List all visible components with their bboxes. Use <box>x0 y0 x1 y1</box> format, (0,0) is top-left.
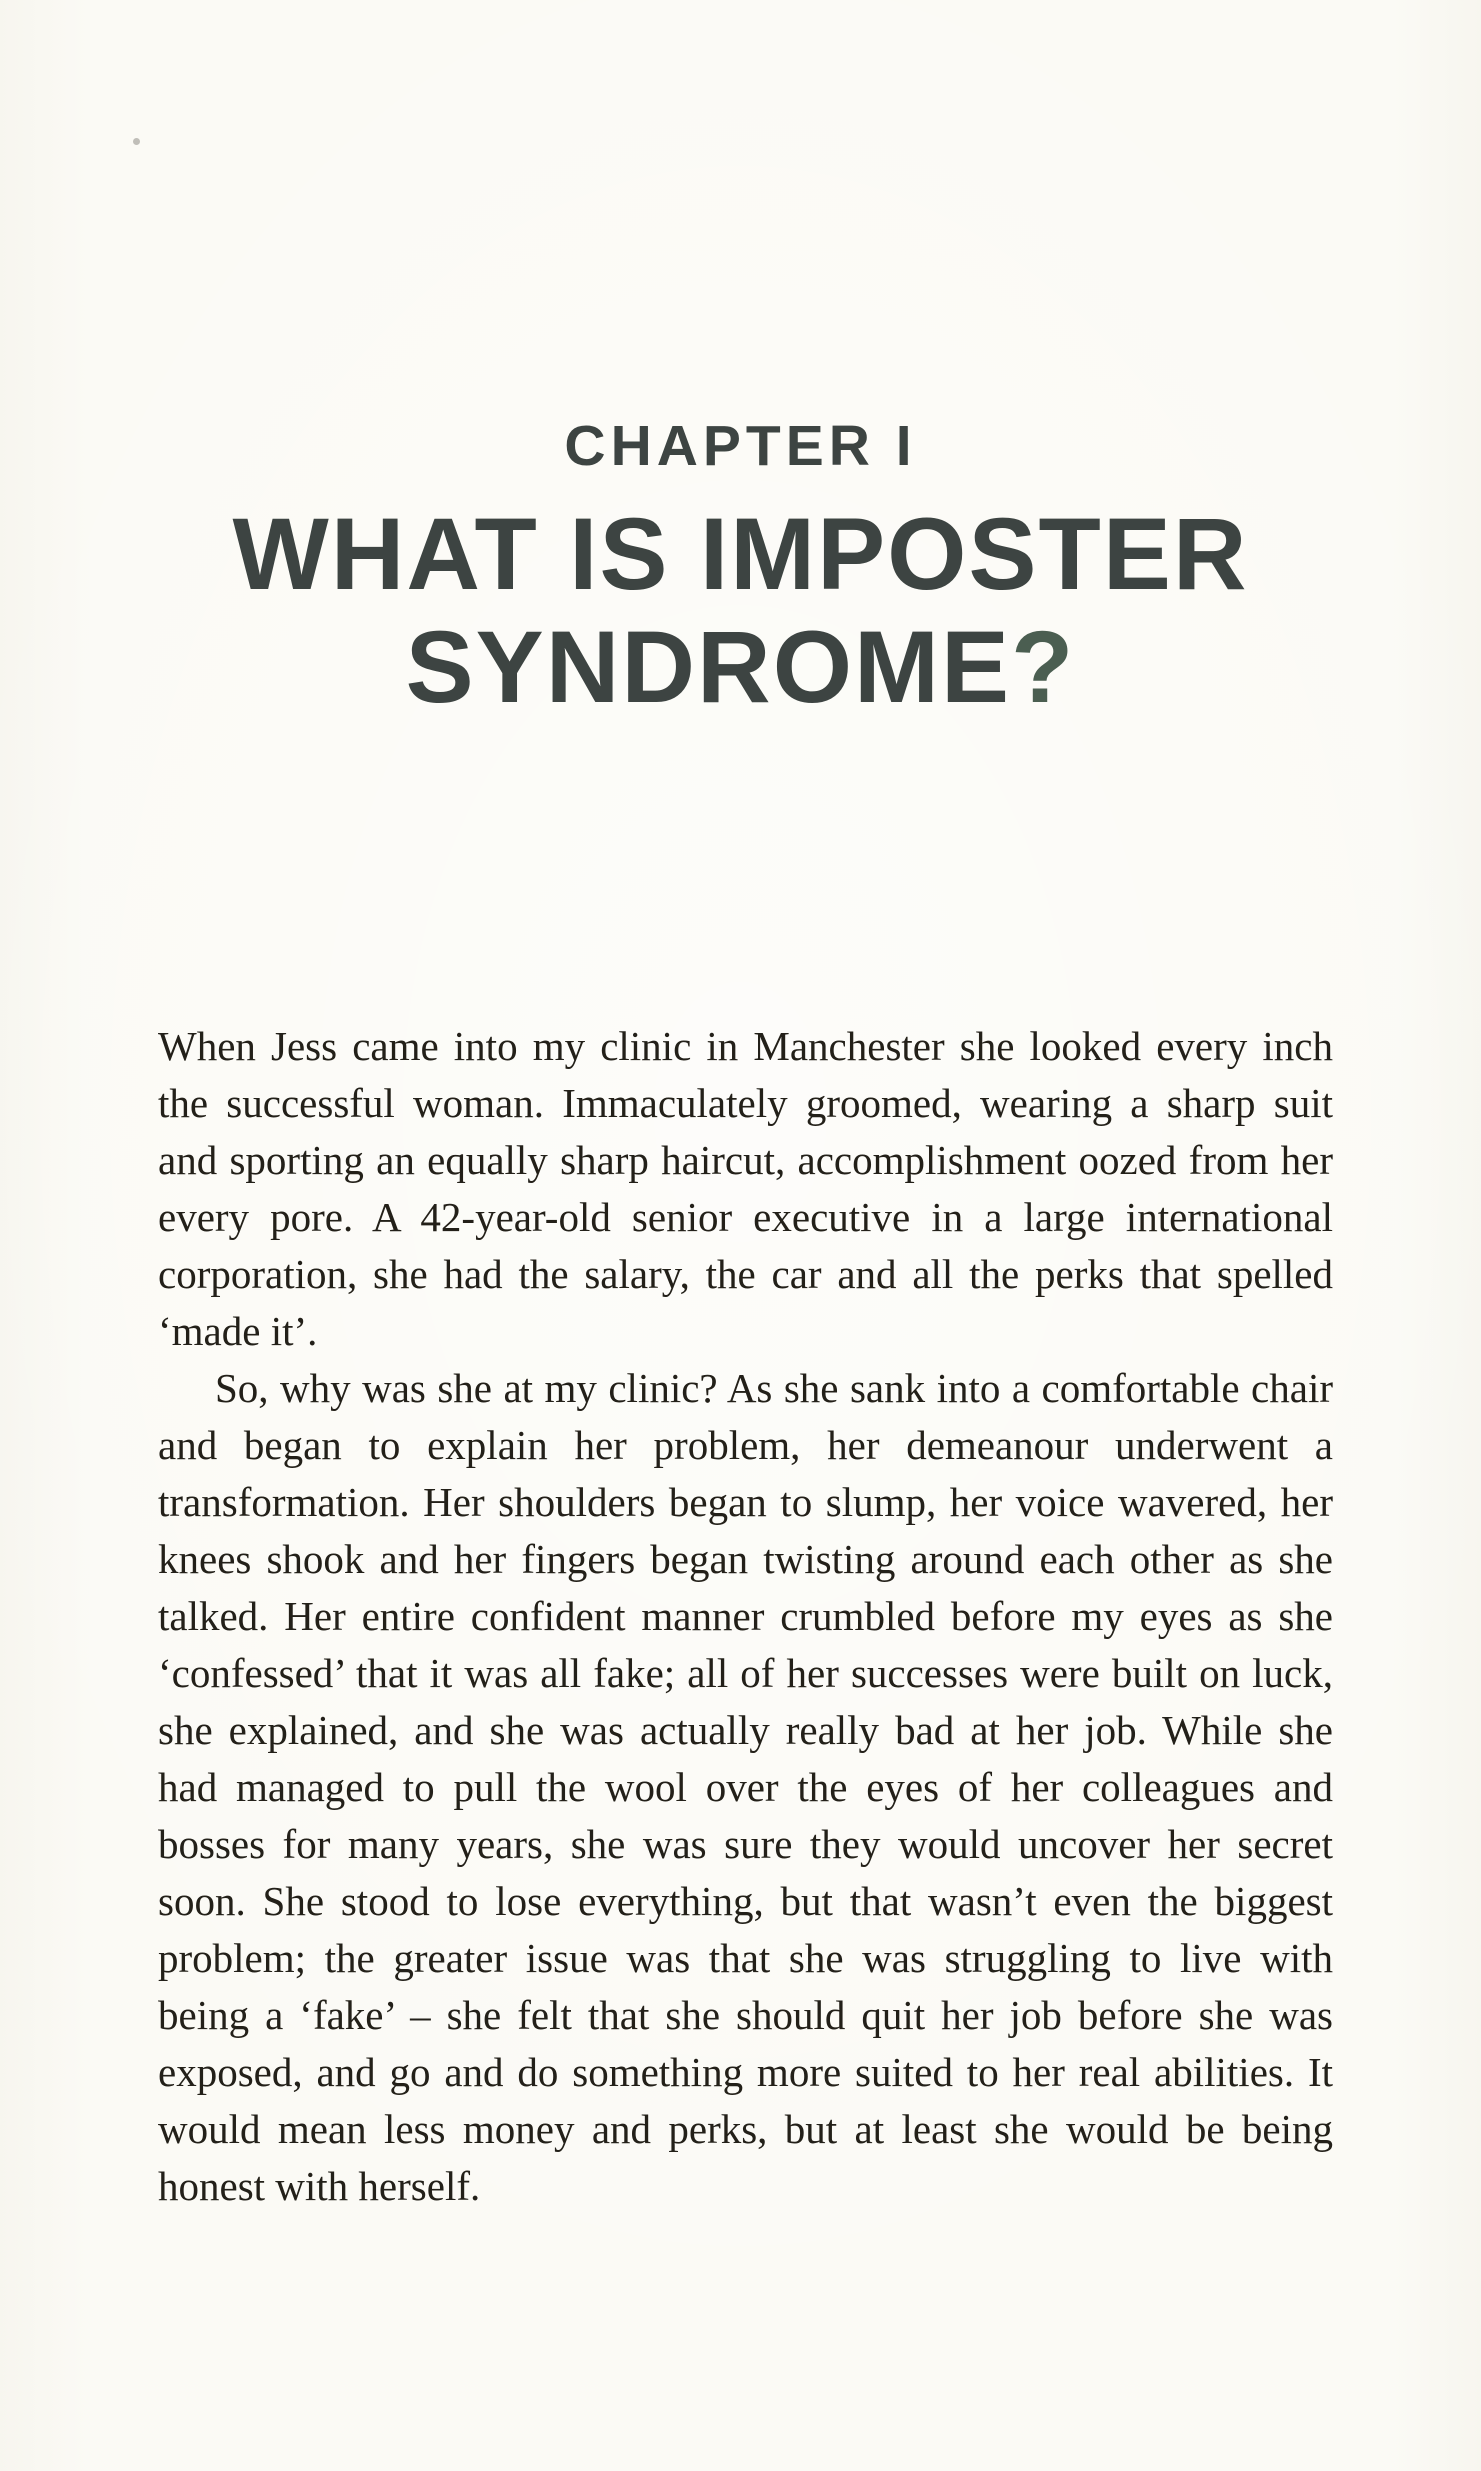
body-text <box>158 1018 1333 2215</box>
paragraph-1: When Jess came into my clinic in Manchester she looked every inch the successful woman. Immaculately groomed, wearing a sharp suit and sporting an equally sharp haircut, accomplishment oozed from her every pore. A 42-year-old senior executive in a large international corporation, she had the salary, the car and all the perks that spelled ‘made it’. <box>158 1023 1333 1354</box>
chapter-title <box>0 498 1481 724</box>
chapter-title-line2 <box>0 611 1481 724</box>
paragraph-2: So, why was she at my clinic? As she sank into a comfortable chair and began to explain her problem, her demeanour underwent a transformation. Her shoulders began to slump, her voice wavered, her knees shook and her fingers began twisting around each other as she talked. Her entire confident manner crumbled before my eyes as she ‘confessed’ that it was all fake; all of her successes were built on luck, she explained, and she was actually really bad at her job. While she had managed to pull the wool over the eyes of her colleagues and bosses for many years, she was sure they would uncover her secret soon. She stood to lose everything, but that wasn’t even the biggest problem; the greater issue was that she was struggling to live with being a ‘fake’ – she felt that she should quit her job before she was exposed, and go and do something more suited to her real abilities. It would mean less money and perks, but at least she would be being honest with herself. <box>158 1365 1333 2209</box>
chapter-title-line1: WHAT IS IMPOSTER <box>232 497 1249 611</box>
scan-speck <box>133 138 140 145</box>
chapter-kicker: CHAPTER I <box>564 414 917 478</box>
chapter-title-line2-word: SYNDROME <box>405 610 1012 724</box>
question-mark: ? <box>1011 610 1076 724</box>
